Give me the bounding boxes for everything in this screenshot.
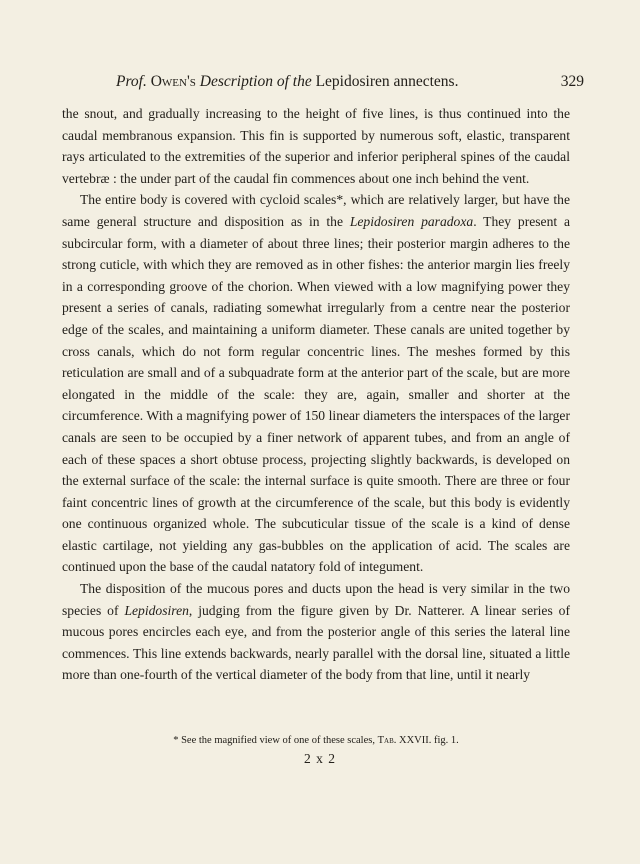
paragraph-3-text-a: The disposition of the mucous pores and ducts upon the head is very similar in the two species of (62, 581, 570, 618)
paragraph-2-text-b: . They present a subcircular form, with a diameter of about three lines; their posterior margin adheres to the strong cuticle, with which they are removed as in other fishes: the anterior margin lies freely in a corresponding groove of the chorion. When viewed with a low magnifying power they present a series of canals, radiating somewhat irregularly from a centre near the posterior edge of the scales, and maintaining a uniform diameter. These canals are united together by cross canals, which do not form regular concentric lines. The meshes formed by this reticulation are small and of a subquadrate form at the anterior part of the scale, but are more elongated in the middle of the scale: they are, again, smaller and shorter at the circumference. With a magnifying power of 150 linear diameters the interspaces of the larger canals are seen to be occupied by a finer network of apparent tubes, and from an angle of each of these spaces a short obtuse process, projecting slightly backwards, is developed on the external surface of the scale: the internal surface is quite smooth. There are three or four faint concentric lines of growth at the circumference of the scale, but this body is evidently one continuous organized whole. The subcuticular tissue of the scale is a kind of dense elastic cartilage, not yielding any gas-bubbles on the application of acid. The scales are continued upon the base of the caudal natatory fold of integument. (62, 213, 571, 575)
paragraph-1: the snout, and gradually increasing to the height of five lines, is thus continued into the caudal membranous expansion. This fin is supported by numerous soft, elastic, transparent rays articulated to the extremities of the superior and inferior peripheral spines of the caudal vertebræ : the under part of the caudal fin commences about one inch behind the vent. (62, 106, 570, 186)
signature-mark: 2 x 2 (304, 751, 336, 766)
running-title (116, 73, 458, 91)
title-of: of (276, 73, 289, 90)
genus-name-lepidosiren: Lepidosiren (124, 602, 189, 618)
body-text (62, 103, 570, 686)
paragraph-2 (62, 189, 570, 578)
title-subject: Lepidosiren annectens. (315, 73, 459, 90)
paragraph-2-text-a: The entire body is covered with cycloid scales*, which are relatively larger, but have the same general structure and disposition as in the (62, 192, 570, 229)
species-name-paradoxa: Lepidosiren paradoxa (349, 213, 474, 229)
title-the: the (292, 73, 312, 90)
paragraph-3 (62, 578, 570, 686)
footnote-plate-ref: Tab. XXVII. (377, 735, 432, 746)
paragraph-3-text-b: , judging from the figure given by Dr. Natterer. A linear series of mucous pores encircles each eye, and from the posterior angle of this series the lateral line commences. This line extends backwards, nearly parallel with the dorsal line, situated a little more than one-fourth of the vertical diameter of the body from that line, until it nearly (62, 602, 570, 683)
running-header (62, 73, 584, 95)
footnote-text-b: fig. 1. (431, 735, 459, 746)
author-prefix: Prof. (116, 73, 147, 90)
footnote-text-a: * See the magnified view of one of these scales, (173, 735, 378, 746)
title-italic-description: Description (199, 73, 273, 90)
footnote (62, 733, 570, 748)
page-number: 329 (560, 73, 584, 90)
author-name: Owen's (150, 73, 196, 90)
